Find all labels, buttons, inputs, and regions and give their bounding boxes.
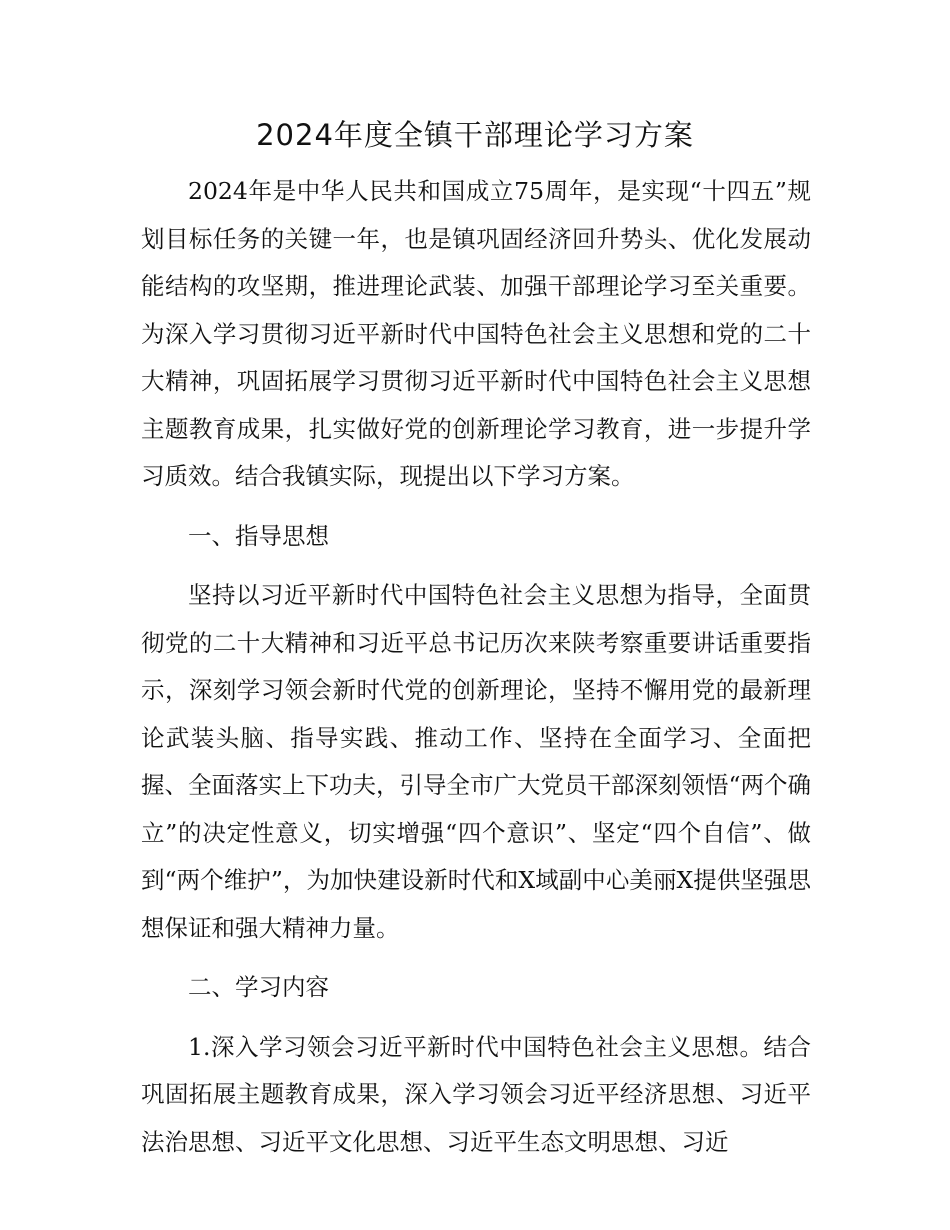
document-title: 2024年度全镇干部理论学习方案 [256, 118, 694, 152]
section-heading-guiding-thought: 一、指导思想 [188, 521, 329, 550]
study-content-item-1: 1.深入学习领会习近平新时代中国特色社会主义思想。结合巩固拓展主题教育成果，深入学习领会习近平经济思想、习近平法治思想、习近平文化思想、习近平生态文明思想、习近 [141, 1032, 811, 1156]
section-heading-study-content: 二、学习内容 [188, 973, 329, 1001]
intro-paragraph: 2024年是中华人民共和国成立75周年，是实现“十四五”规划目标任务的关键一年，也是镇巩固经济回升势头、优化发展动能结构的攻坚期，推进理论武装、加强干部理论学习至关重要。为深入学习贯彻习近平新时代中国特色社会主义思想和党的二十大精神，巩固拓展学习贯彻习近平新时代中国特色社会主义思想主题教育成果，扎实做好党的创新理论学习教育，进一步提升学习质效。结合我镇实际，现提出以下学习方案。 [141, 177, 811, 490]
document-body [141, 168, 811, 1166]
guiding-thought-paragraph: 坚持以习近平新时代中国特色社会主义思想为指导，全面贯彻党的二十大精神和习近平总书记历次来陕考察重要讲话重要指示，深刻学习领会新时代党的创新理论，坚持不懈用党的最新理论武装头脑、指导实践、推动工作、坚持在全面学习、全面把握、全面落实上下功夫，引导全市广大党员干部深刻领悟“两个确立”的决定性意义，切实增强“四个意识”、坚定“四个自信”、做到“两个维护”，为加快建设新时代和X域副中心美丽X提供坚强思想保证和强大精神力量。 [141, 581, 812, 942]
